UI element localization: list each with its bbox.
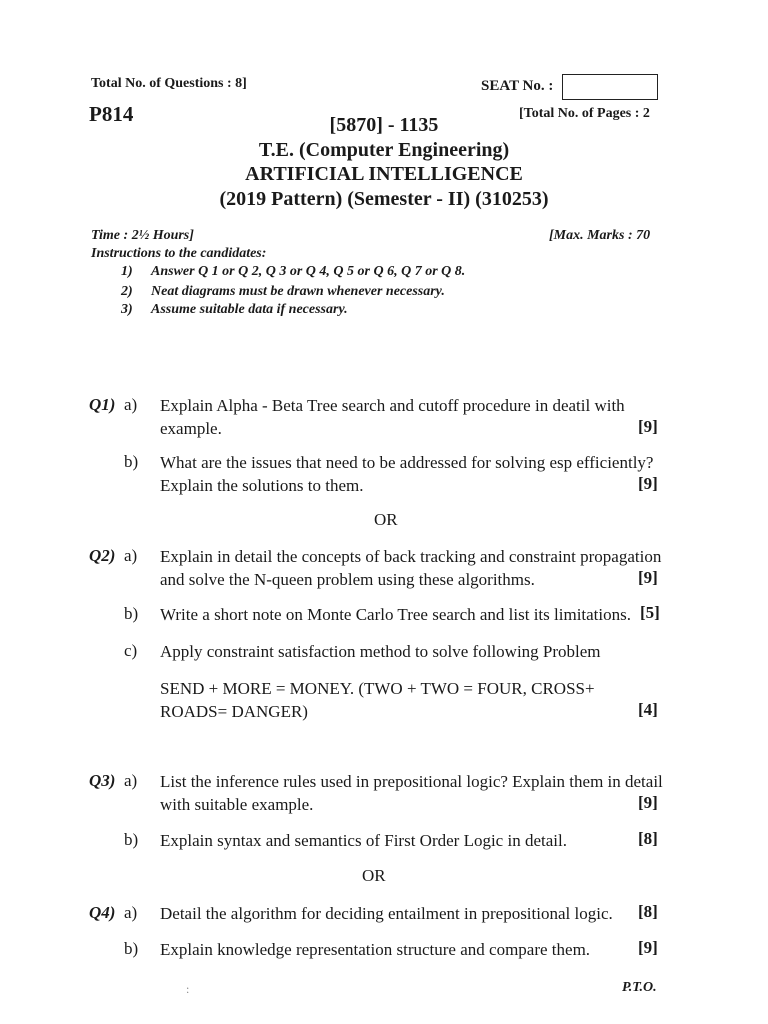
sub-question-label: b) [124, 830, 139, 849]
question-label: Q2) [89, 546, 116, 565]
sub-question-label: a) [124, 771, 138, 790]
question-text: Explain Alpha - Beta Tree search and cutoff procedure in deatil with [160, 396, 625, 415]
seat-label: SEAT No. : [481, 78, 554, 94]
question-marks: [9] [638, 417, 658, 436]
question-text: and solve the N-queen problem using these algorithms. [160, 570, 535, 589]
total-questions: Total No. of Questions : 8] [91, 76, 247, 91]
instruction-number: 2) [121, 284, 133, 299]
question-label: Q4) [89, 903, 116, 922]
instructions-title: Instructions to the candidates: [91, 246, 267, 261]
question-text: Explain in detail the concepts of back tracking and constraint propagation [160, 547, 662, 566]
question-text: What are the issues that need to be addressed for solving esp efficiently? [160, 453, 654, 472]
question-marks: [9] [638, 793, 658, 812]
question-marks: [8] [638, 829, 658, 848]
instruction-text: Answer Q 1 or Q 2, Q 3 or Q 4, Q 5 or Q 6, Q 7 or Q 8. [151, 264, 466, 279]
question-text: Explain syntax and semantics of First Order Logic in detail. [160, 831, 567, 850]
question-text: Explain knowledge representation structure and compare them. [160, 940, 591, 959]
time-duration: Time : 2½ Hours] [91, 228, 194, 243]
question-marks: [9] [638, 938, 658, 957]
or-separator: OR [362, 866, 386, 885]
question-marks: [5] [640, 603, 660, 622]
stray-mark: : [186, 982, 190, 996]
question-marks: [9] [638, 474, 658, 493]
instruction-number: 1) [121, 264, 133, 279]
sub-question-label: a) [124, 395, 138, 414]
paper-code: P814 [89, 102, 134, 126]
question-label: Q1) [89, 395, 116, 414]
instruction-number: 3) [121, 302, 133, 317]
question-text: List the inference rules used in prepositional logic? Explain them in detail [160, 772, 663, 791]
instruction-text: Assume suitable data if necessary. [151, 302, 348, 317]
pattern-line: (2019 Pattern) (Semester - II) (310253) [219, 188, 549, 210]
or-separator: OR [374, 510, 398, 529]
sub-question-label: a) [124, 903, 138, 922]
sub-question-label: a) [124, 546, 138, 565]
question-text: Explain the solutions to them. [160, 476, 364, 495]
question-text: example. [160, 419, 222, 438]
question-marks: [8] [638, 902, 658, 921]
instruction-text: Neat diagrams must be drawn whenever necessary. [151, 284, 445, 299]
exam-code: [5870] - 1135 [329, 114, 439, 136]
question-text: Write a short note on Monte Carlo Tree search and list its limitations. [160, 605, 631, 624]
question-marks: [4] [638, 700, 658, 719]
sub-question-label: b) [124, 939, 139, 958]
pto-label: P.T.O. [622, 980, 657, 995]
sub-question-label: c) [124, 641, 138, 660]
sub-question-label: b) [124, 452, 139, 471]
max-marks: [Max. Marks : 70 [549, 228, 651, 243]
question-text: with suitable example. [160, 795, 314, 814]
question-text: SEND + MORE = MONEY. (TWO + TWO = FOUR, CROSS+ [160, 679, 595, 698]
seat-number-box[interactable] [562, 74, 658, 100]
course-title: T.E. (Computer Engineering) [258, 139, 510, 161]
question-text: Apply constraint satisfaction method to solve following Problem [160, 642, 601, 661]
question-text: ROADS= DANGER) [160, 702, 308, 721]
question-label: Q3) [89, 771, 116, 790]
total-pages: [Total No. of Pages : 2 [519, 106, 650, 121]
question-marks: [9] [638, 568, 658, 587]
subject-title: ARTIFICIAL INTELLIGENCE [245, 163, 523, 185]
question-text: Detail the algorithm for deciding entailment in prepositional logic. [160, 904, 613, 923]
sub-question-label: b) [124, 604, 139, 623]
